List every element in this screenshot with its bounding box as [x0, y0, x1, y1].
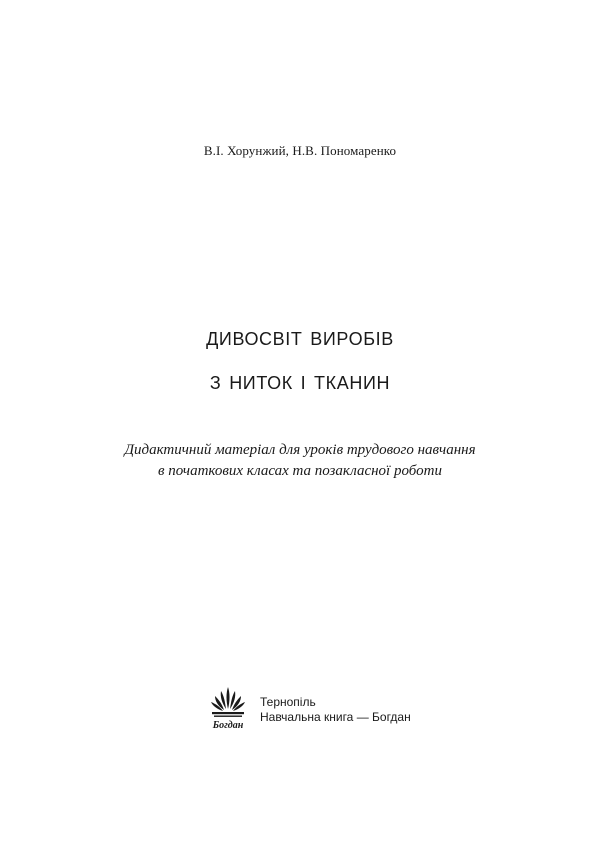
- book-title: [0, 314, 600, 402]
- authors: В.І. Хорунжий, Н.В. Пономаренко: [203, 143, 397, 158]
- publisher-block: [208, 683, 468, 733]
- book-subtitle: [0, 440, 600, 482]
- publisher-name: Навчальна книга — Богдан: [260, 710, 411, 724]
- publisher-logo-icon: [208, 683, 248, 731]
- subtitle-line-1: Дидактичний матеріал для уроків трудового навчання: [124, 442, 476, 458]
- title-line-1: дивосвіт виробів: [206, 321, 394, 351]
- publisher-city: Тернопіль: [260, 695, 316, 709]
- publisher-info: [260, 695, 411, 725]
- publisher-logo-text: Богдан: [212, 720, 244, 731]
- subtitle-line-2: в початкових класах та позакласної роботи: [158, 463, 442, 479]
- title-line-2: з ниток і тканин: [209, 365, 391, 395]
